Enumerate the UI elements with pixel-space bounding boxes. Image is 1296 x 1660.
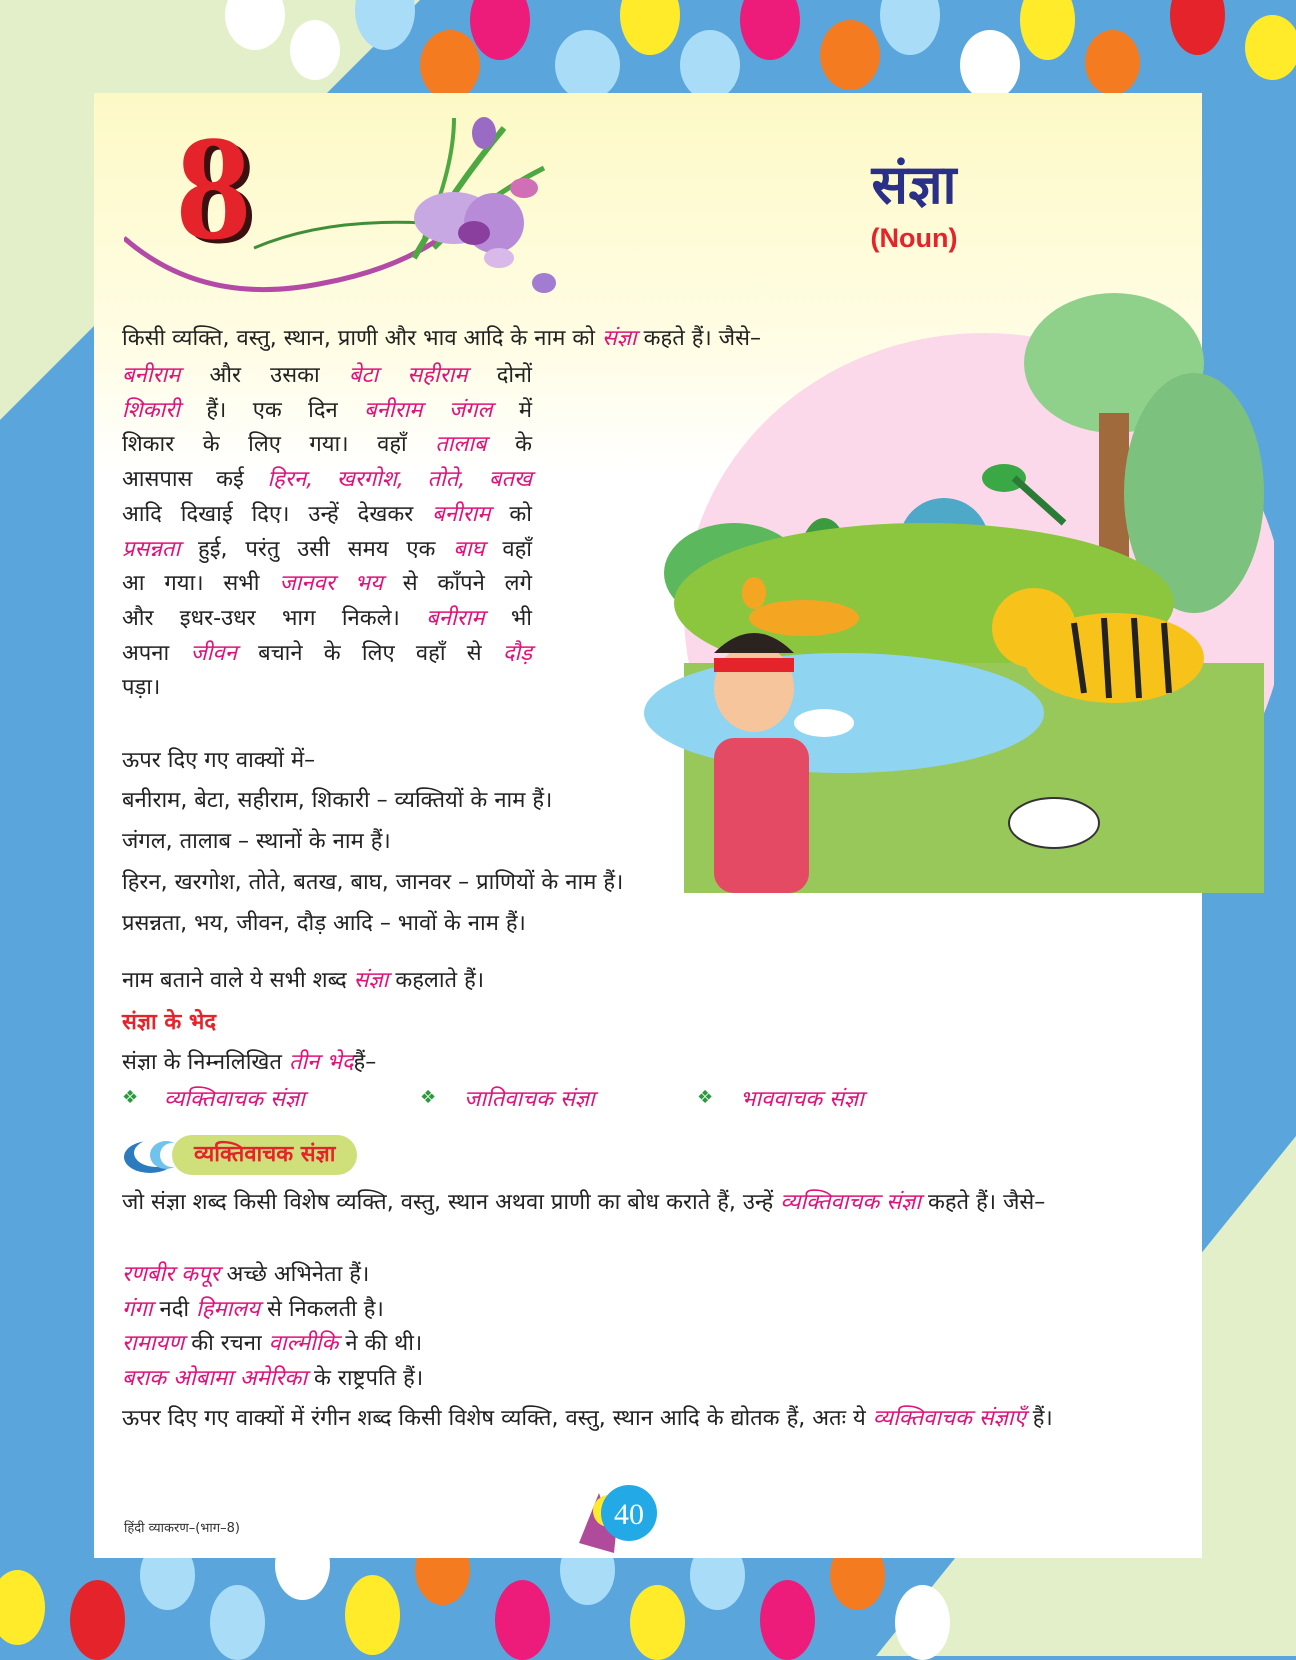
text-segment: के	[486, 432, 532, 458]
explain-intro: ऊपर दिए गए वाक्यों में–	[122, 748, 316, 773]
chapter-title: संज्ञा	[871, 153, 957, 216]
text-segment: बचाने के लिए वहाँ से	[236, 640, 503, 666]
type-item-common: जातिवाचक संज्ञा	[464, 1087, 595, 1112]
highlighted-word: बाघ	[453, 536, 485, 562]
types-intro: संज्ञा के निम्नलिखित तीन भेदहैं–	[122, 1050, 377, 1075]
intro-term: संज्ञा	[601, 326, 637, 351]
types-heading: संज्ञा के भेद	[122, 1010, 217, 1035]
text-segment: शिकार के लिए गया। वहाँ	[122, 432, 436, 458]
text-segment: की रचना	[184, 1331, 269, 1357]
highlighted-word: वाल्मीकि	[268, 1331, 339, 1357]
text-segment: पड़ा।	[122, 675, 161, 701]
proper-noun-definition: जो संज्ञा शब्द किसी विशेष व्यक्ति, वस्तु, स्थान अथवा प्राणी का बोध कराते हैं, उन्हें व्यक्तिवाचक संज्ञा कहते हैं। जैसे–	[122, 1190, 1046, 1215]
text-line	[122, 1326, 422, 1362]
text-segment: के राष्ट्रपति हैं।	[307, 1366, 424, 1392]
chapter-number: 8	[176, 105, 251, 271]
text-line	[122, 1361, 423, 1397]
text-segment: हुई, परंतु उसी समय एक	[180, 536, 454, 562]
bottom-dot-border	[0, 1560, 1296, 1656]
bullet-icon: ❖	[697, 1087, 714, 1108]
highlighted-word: जानवर भय	[279, 571, 383, 597]
textbook-page	[94, 93, 1202, 1558]
highlighted-word: बनीराम	[432, 501, 491, 527]
text-segment: अपना	[122, 640, 191, 666]
text-segment: भी	[484, 605, 532, 631]
proper-noun-banner	[122, 1133, 336, 1177]
text-segment: आसपास कई	[122, 467, 268, 493]
forest-scene-illustration	[594, 283, 1274, 903]
explain-line: जंगल, तालाब – स्थानों के नाम हैं।	[122, 829, 391, 854]
explain-line: हिरन, खरगोश, तोते, बतख, बाघ, जानवर – प्राणियों के नाम हैं।	[122, 870, 624, 895]
explain-line: प्रसन्नता, भय, जीवन, दौड़ आदि – भावों के नाम हैं।	[122, 911, 526, 936]
text-line	[122, 393, 532, 429]
text-segment: में	[492, 397, 532, 423]
text-segment: आदि दिखाई दिए। उन्हें देखकर	[122, 501, 433, 527]
intro-definition: किसी व्यक्ति, वस्तु, स्थान, प्राणी और भाव आदि के नाम को संज्ञा कहते हैं। जैसे–	[122, 326, 761, 351]
highlighted-word: हिमालय	[196, 1296, 260, 1322]
top-dot-border	[0, 0, 1296, 100]
text-segment: ने की थी।	[338, 1331, 423, 1357]
highlighted-word: शिकारी	[122, 397, 180, 423]
highlighted-word: दौड़	[502, 640, 532, 666]
text-segment: वहाँ	[484, 536, 532, 562]
highlighted-word: बराक ओबामा अमेरिका	[122, 1366, 308, 1392]
text-segment: और इधर-उधर भाग निकले।	[122, 605, 427, 631]
explain-conclusion: नाम बताने वाले ये सभी शब्द संज्ञा कहलाते हैं।	[122, 968, 485, 993]
bullet-icon: ❖	[122, 1087, 139, 1108]
text-segment: को	[490, 501, 532, 527]
highlighted-word: बनीराम	[122, 363, 181, 388]
type-item-proper: व्यक्तिवाचक संज्ञा	[164, 1087, 305, 1112]
text-segment: और उसका	[180, 363, 349, 388]
highlighted-word: रणबीर कपूर	[122, 1262, 220, 1287]
highlighted-word: हिरन, खरगोश, तोते, बतख	[267, 467, 532, 493]
text-line	[122, 532, 532, 568]
text-line	[122, 1292, 384, 1328]
highlighted-word: गंगा	[122, 1296, 153, 1322]
proper-noun-summary: ऊपर दिए गए वाक्यों में रंगीन शब्द किसी विशेष व्यक्ति, वस्तु, स्थान आदि के द्योतक हैं, अतः ये व्यक्तिवाचक संज्ञाएँ हैं।	[122, 1406, 1053, 1431]
highlighted-word: बनीराम	[426, 605, 485, 631]
proper-noun-heading: व्यक्तिवाचक संज्ञा	[172, 1135, 357, 1175]
text-segment: अच्छे अभिनेता हैं।	[219, 1262, 370, 1287]
text-segment: दोनों	[467, 363, 532, 388]
page-number-badge	[579, 1483, 689, 1553]
text-line	[122, 566, 532, 602]
text-segment: से काँपने लगे	[382, 571, 532, 597]
highlighted-word: रामायण	[122, 1331, 185, 1357]
text-line	[122, 358, 532, 394]
page-number: 40	[614, 1498, 644, 1531]
text-segment: हैं। एक दिन	[179, 397, 365, 423]
text-line	[122, 1257, 369, 1293]
text-segment: नदी	[152, 1296, 197, 1322]
text-line	[122, 601, 532, 637]
highlighted-word: जीवन	[190, 640, 237, 666]
text-segment: से निकलती है।	[259, 1296, 384, 1322]
text-line	[122, 670, 532, 706]
chapter-subtitle: (Noun)	[870, 223, 958, 253]
text-line	[122, 462, 532, 498]
bullet-icon: ❖	[420, 1087, 437, 1108]
type-item-abstract: भाववाचक संज्ञा	[740, 1087, 864, 1112]
highlighted-word: तालाब	[435, 432, 487, 458]
text-segment: आ गया। सभी	[122, 571, 280, 597]
text-line	[122, 497, 532, 533]
highlighted-word: बनीराम जंगल	[364, 397, 493, 423]
highlighted-word: बेटा सहीराम	[348, 363, 468, 388]
book-title-footer: हिंदी व्याकरण–(भाग–8)	[124, 1521, 240, 1536]
highlighted-word: प्रसन्नता	[122, 536, 181, 562]
explain-line: बनीराम, बेटा, सहीराम, शिकारी – व्यक्तियों के नाम हैं।	[122, 788, 553, 813]
text-line	[122, 636, 532, 672]
text-line	[122, 427, 532, 463]
